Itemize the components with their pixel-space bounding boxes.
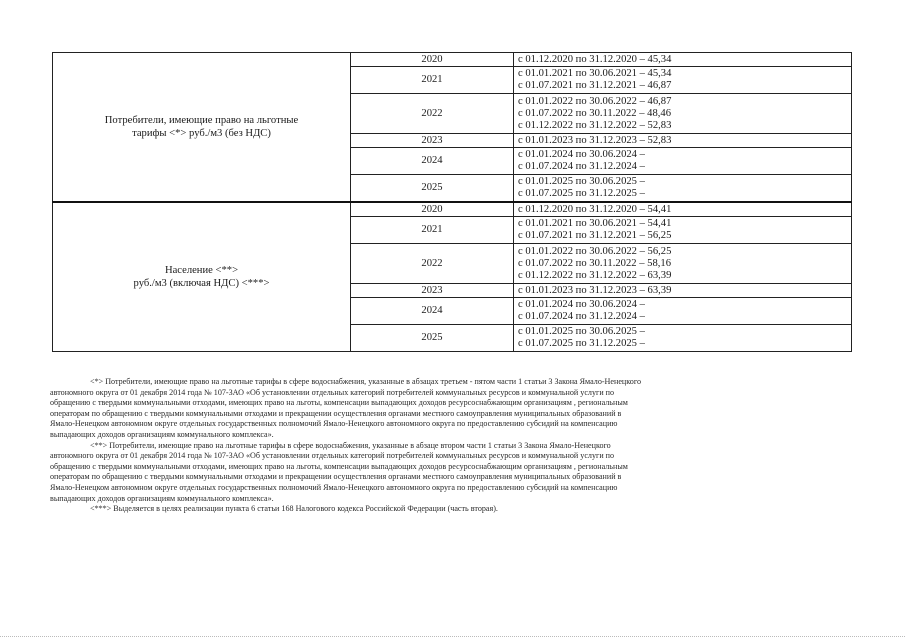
- footnote-line: обращению с твердыми коммунальными отходами, имеющих право на льготы, компенсации выпадающих доходов ресурсоснабжающим организациям , региональным: [50, 398, 628, 408]
- footnote-line: операторам по обращению с твердыми коммунальными отходами и прекращении осуществления органами местного самоуправления муниципальных образований в: [50, 472, 622, 482]
- tariff-period-line: с 01.07.2024 по 31.12.2024 –: [518, 311, 645, 322]
- tariff-period-line: с 01.01.2021 по 30.06.2021 – 45,34: [518, 68, 672, 79]
- tariff-period-line: с 01.01.2025 по 30.06.2025 –: [518, 326, 645, 337]
- tariff-period-cell: [514, 67, 852, 94]
- consumer-category-line: руб./м3 (включая НДС) <***>: [133, 278, 270, 289]
- consumer-category-line: тарифы <*> руб./м3 (без НДС): [132, 128, 271, 139]
- tariff-period-line: с 01.07.2021 по 31.12.2021 – 46,87: [518, 80, 672, 91]
- tariff-period-line: с 01.01.2024 по 30.06.2024 –: [518, 149, 645, 160]
- year-cell: 2025: [351, 325, 514, 352]
- tariff-period-line: с 01.07.2021 по 31.12.2021 – 56,25: [518, 230, 672, 241]
- footnote-line: Ямало-Ненецком автономном округе отдельных государственных полномочий Ямало-Ненецкого автономного округа по предоставлению субсидий на компенсацию: [50, 482, 618, 492]
- year-cell: 2020: [351, 202, 514, 217]
- tariff-period-line: с 01.12.2022 по 31.12.2022 – 63,39: [518, 269, 672, 281]
- footnote: [50, 441, 855, 505]
- tariff-period-line: с 01.07.2025 по 31.12.2025 –: [518, 188, 645, 199]
- year-cell: 2023: [351, 134, 514, 148]
- year-cell: 2021: [351, 67, 514, 94]
- tariff-period-line: с 01.07.2025 по 31.12.2025 –: [518, 338, 645, 349]
- tariff-period-cell: [514, 325, 852, 352]
- tariff-period-line: с 01.01.2025 по 30.06.2025 –: [518, 176, 645, 187]
- tariff-period-line: с 01.01.2022 по 30.06.2022 – 46,87: [518, 95, 672, 107]
- tariff-period-line: с 01.07.2022 по 30.11.2022 – 48,46: [518, 107, 671, 119]
- tariff-period-cell: [514, 175, 852, 203]
- tariff-period-cell: [514, 244, 852, 284]
- tariff-period-line: с 01.07.2024 по 31.12.2024 –: [518, 161, 645, 172]
- year-cell: 2024: [351, 298, 514, 325]
- tariff-period-cell: [514, 148, 852, 175]
- tariff-row: [53, 202, 852, 217]
- footnote: [50, 504, 855, 515]
- year-cell: 2022: [351, 244, 514, 284]
- consumer-category-cell: [53, 202, 351, 352]
- footnote-line: Ямало-Ненецком автономном округе отдельных государственных полномочий Ямало-Ненецкого автономного округа по предоставлению субсидий на компенсацию: [50, 419, 618, 429]
- tariff-period-line: с 01.12.2022 по 31.12.2022 – 52,83: [518, 119, 672, 131]
- footnote-line: выпадающих доходов организациям коммунального комплекса».: [50, 429, 274, 439]
- page-bottom-divider: [0, 636, 905, 637]
- consumer-category-line: Население <**>: [164, 265, 239, 276]
- footnote-line: автономного округа от 01 декабря 2014 года № 107-ЗАО «Об установлении отдельных категорий потребителей коммунальных ресурсов и коммунальной услуги по: [50, 387, 615, 397]
- tariff-period-line: с 01.07.2022 по 30.11.2022 – 58,16: [518, 257, 671, 269]
- year-cell: 2020: [351, 53, 514, 67]
- tariff-table-container: [52, 52, 852, 352]
- consumer-category-cell: [53, 53, 351, 203]
- footnote-line: <**> Потребители, имеющие право на льготные тарифы в сфере водоснабжения, указанные в абзаце втором части 1 статьи 3 Закона Ямало-Ненецкого: [90, 440, 611, 450]
- tariff-period-line: с 01.01.2022 по 30.06.2022 – 56,25: [518, 245, 672, 257]
- year-cell: 2023: [351, 284, 514, 298]
- tariff-period-cell: [514, 298, 852, 325]
- tariff-period-cell: [514, 134, 852, 148]
- tariff-period-cell: [514, 284, 852, 298]
- tariff-period-cell: [514, 217, 852, 244]
- year-cell: 2025: [351, 175, 514, 203]
- footnote-line: выпадающих доходов организациям коммунального комплекса».: [50, 493, 274, 503]
- year-cell: 2024: [351, 148, 514, 175]
- tariff-period-line: с 01.01.2023 по 31.12.2023 – 63,39: [518, 284, 672, 296]
- tariff-table: [52, 52, 852, 352]
- year-cell: 2021: [351, 217, 514, 244]
- tariff-period-cell: [514, 94, 852, 134]
- footnote-line: автономного округа от 01 декабря 2014 года № 107-ЗАО «Об установлении отдельных категорий потребителей коммунальных ресурсов и коммунальной услуги по: [50, 451, 615, 461]
- tariff-row: [53, 53, 852, 67]
- tariff-period-line: с 01.01.2023 по 31.12.2023 – 52,83: [518, 134, 672, 146]
- consumer-category-line: Потребители, имеющие право на льготные: [104, 115, 299, 126]
- footnote-line: операторам по обращению с твердыми коммунальными отходами и прекращении осуществления органами местного самоуправления муниципальных образований в: [50, 408, 622, 418]
- tariff-period-cell: [514, 202, 852, 217]
- tariff-period-line: с 01.12.2020 по 31.12.2020 – 45,34: [518, 53, 672, 65]
- footnote-line: <*> Потребители, имеющие право на льготные тарифы в сфере водоснабжения, указанные в абзацах третьем - пятом части 1 статьи 3 Закона Ямало-Ненецкого: [90, 377, 641, 386]
- tariff-period-line: с 01.12.2020 по 31.12.2020 – 54,41: [518, 203, 672, 215]
- footnote: [50, 377, 855, 441]
- tariff-period-cell: [514, 53, 852, 67]
- footnote-line: обращению с твердыми коммунальными отходами, имеющих право на льготы, компенсации выпадающих доходов ресурсоснабжающим организациям , региональным: [50, 461, 628, 471]
- tariff-period-line: с 01.01.2021 по 30.06.2021 – 54,41: [518, 218, 672, 229]
- footnote-line: <***> Выделяется в целях реализации пункта 6 статьи 168 Налогового кодекса Российской Федерации (часть вторая).: [90, 504, 498, 514]
- footnotes: [50, 377, 855, 515]
- tariff-period-line: с 01.01.2024 по 30.06.2024 –: [518, 299, 645, 310]
- year-cell: 2022: [351, 94, 514, 134]
